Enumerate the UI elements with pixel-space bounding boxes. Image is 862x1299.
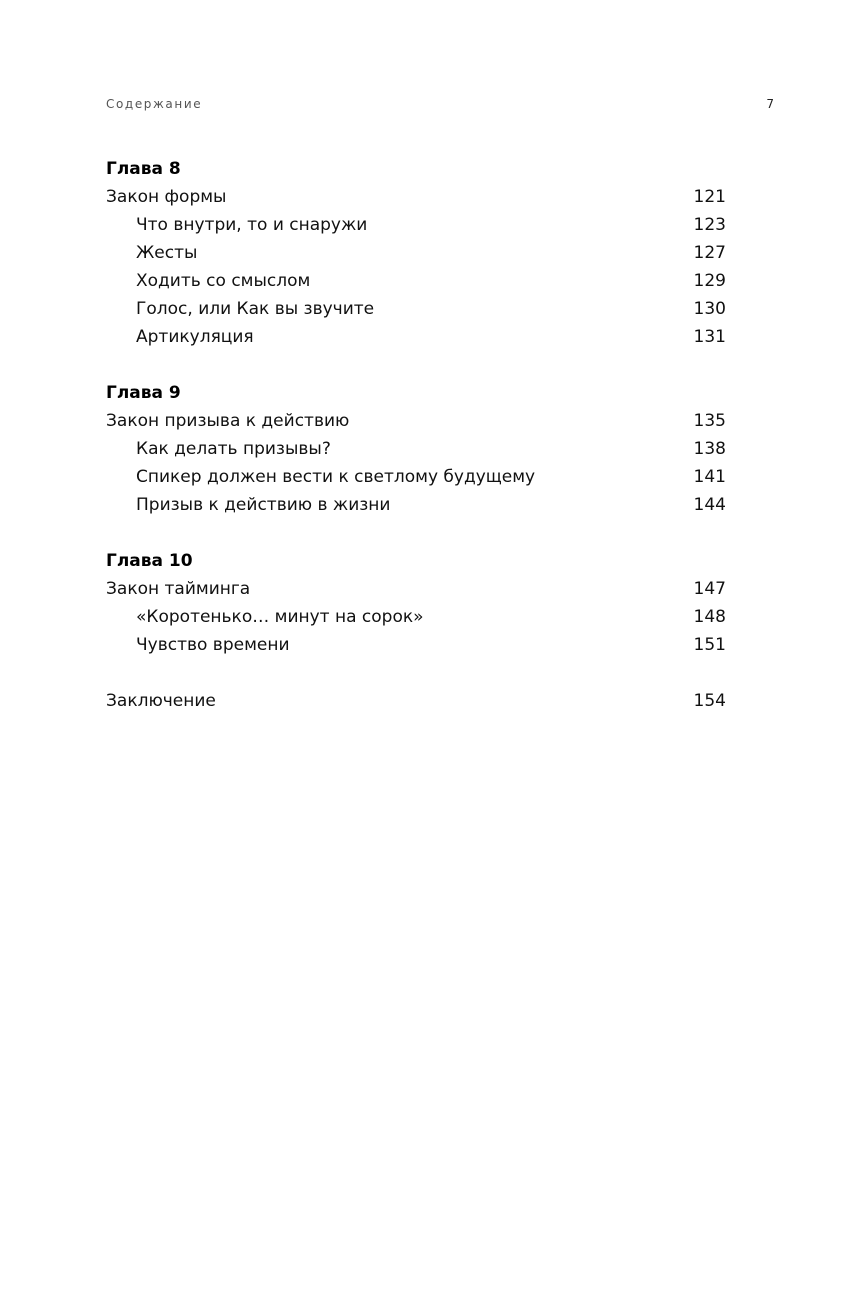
- block-spacer: [106, 659, 726, 687]
- toc-entry-sub: [106, 435, 726, 463]
- toc-entry-sub: [106, 603, 726, 631]
- toc-entry-sub: [106, 631, 726, 659]
- entry-title: Заключение: [106, 691, 216, 711]
- entry-page: 147: [693, 579, 726, 599]
- entry-title: Артикуляция: [136, 327, 254, 347]
- entry-page: 127: [693, 243, 726, 263]
- entry-title: «Коротенько… минут на сорок»: [136, 607, 424, 627]
- running-header: [106, 97, 774, 115]
- entry-title: Призыв к действию в жизни: [136, 495, 391, 515]
- chapter-label: Глава 9: [106, 383, 181, 403]
- toc-entry-main: [106, 183, 726, 211]
- toc-entry-main: [106, 575, 726, 603]
- chapter-10-block: [106, 547, 726, 659]
- toc-entry-sub: [106, 295, 726, 323]
- entry-title: Как делать призывы?: [136, 439, 331, 459]
- entry-page: 130: [693, 299, 726, 319]
- chapter-label: Глава 10: [106, 551, 193, 571]
- entry-title: Что внутри, то и снаружи: [136, 215, 368, 235]
- entry-page: 151: [693, 635, 726, 655]
- block-spacer: [106, 519, 726, 547]
- entry-page: 144: [693, 495, 726, 515]
- table-of-contents: [106, 155, 726, 715]
- entry-page: 131: [693, 327, 726, 347]
- toc-entry-sub: [106, 491, 726, 519]
- conclusion-block: [106, 687, 726, 715]
- entry-title: Спикер должен вести к светлому будущему: [136, 467, 536, 487]
- entry-page: 123: [693, 215, 726, 235]
- entry-title: Жесты: [136, 243, 198, 263]
- entry-title: Голос, или Как вы звучите: [136, 299, 375, 319]
- block-spacer: [106, 351, 726, 379]
- entry-title: Ходить со смыслом: [136, 271, 311, 291]
- entry-title: Закон формы: [106, 187, 227, 207]
- entry-page: 148: [693, 607, 726, 627]
- toc-entry-main: [106, 407, 726, 435]
- toc-entry-sub: [106, 211, 726, 239]
- entry-title: Закон тайминга: [106, 579, 251, 599]
- chapter-9-block: [106, 379, 726, 519]
- entry-page: 138: [693, 439, 726, 459]
- toc-entry-sub: [106, 239, 726, 267]
- entry-page: 141: [693, 467, 726, 487]
- entry-page: 129: [693, 271, 726, 291]
- chapter-label: Глава 8: [106, 159, 181, 179]
- entry-page: 135: [693, 411, 726, 431]
- chapter-8-block: [106, 155, 726, 351]
- entry-title: Закон призыва к действию: [106, 411, 350, 431]
- toc-entry-sub: [106, 323, 726, 351]
- page-number: 7: [766, 97, 774, 111]
- running-title: Содержание: [106, 97, 203, 111]
- toc-entry-sub: [106, 267, 726, 295]
- toc-entry-sub: [106, 463, 726, 491]
- entry-page: 154: [693, 691, 726, 711]
- entry-title: Чувство времени: [136, 635, 290, 655]
- entry-page: 121: [693, 187, 726, 207]
- toc-entry-conclusion: [106, 687, 726, 715]
